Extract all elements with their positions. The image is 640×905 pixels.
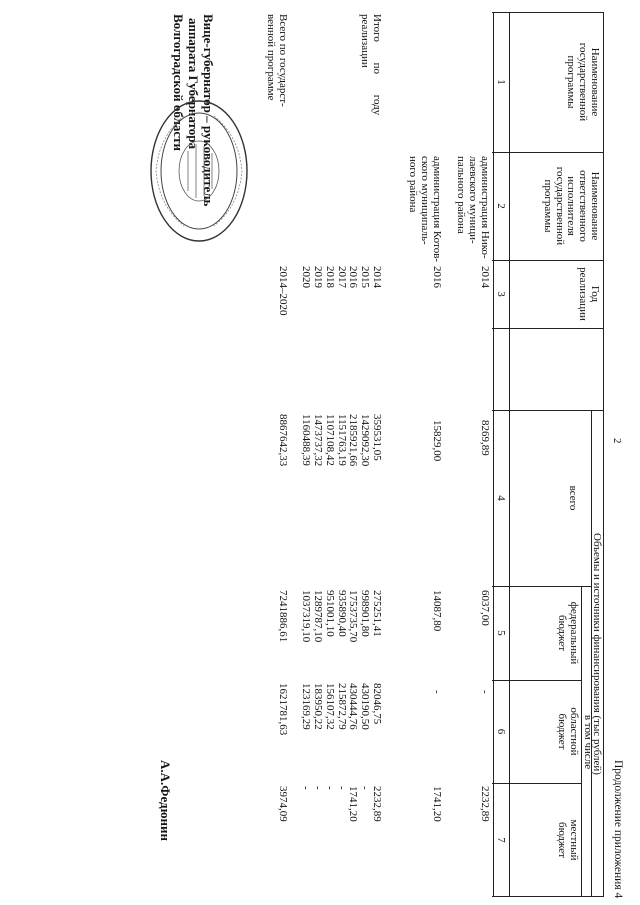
header-executor: Наименование ответственного исполнителя государственной программы <box>541 166 601 246</box>
official-seal-stamp <box>144 96 254 246</box>
row-by-year-federal: 275251,41 998901,80 1753735,70 935890,40 951001,10 1289787,10 1037319,10 <box>300 590 383 643</box>
header-local: местный бюджет <box>556 819 580 861</box>
signature-name: А.А.Федюнин <box>158 760 173 842</box>
row-kotovsky-year: 2016 <box>431 266 443 288</box>
row-by-year-label: Итого по году реализации <box>359 14 383 116</box>
row-by-year-total: 359531,05 1429092,30 2185921,66 1151763,19 1107108,42 1473737,32 1160488,39 <box>300 414 383 467</box>
row-nikolaevsky-year: 2014 <box>479 266 491 288</box>
row-kotovsky-executor: администрация Котов- ского муниципаль- ного района <box>407 156 443 263</box>
column-number: 2 <box>495 203 507 209</box>
row-program-total-years: 2014–2020 <box>277 266 289 316</box>
row-program-total-total: 8867642,33 <box>277 414 289 467</box>
row-program-total-local: 3974,09 <box>277 786 289 822</box>
row-kotovsky-local: 1741,20 <box>431 786 443 822</box>
row-program-total-label: Всего по государст- венной программе <box>265 14 289 107</box>
column-number: 3 <box>495 291 507 297</box>
column-number: 5 <box>495 630 507 636</box>
row-kotovsky-regional: - <box>431 690 443 694</box>
header-including: в том числе <box>582 714 594 770</box>
header-funding-group: Объемы и источники финансирования (тыс рублей) <box>591 533 603 775</box>
header-regional: областной бюджет <box>556 707 580 756</box>
row-by-year-regional: 82046,75 430190,50 430444,76 215872,79 156107,32 183950,22 123169,29 <box>300 683 383 730</box>
continuation-title: Продолжение приложения 4 <box>612 760 624 899</box>
row-program-total-regional: 1621781,63 <box>277 683 289 736</box>
header-federal: федеральный бюджет <box>556 601 580 665</box>
row-nikolaevsky-federal: 6037,00 <box>479 590 491 626</box>
column-number: 7 <box>495 837 507 843</box>
row-nikolaevsky-total: 8269,89 <box>479 420 491 456</box>
header-program-name: Наименование государственной программы <box>565 42 601 122</box>
row-by-year-local: 2232,89 - 1741,20 - - - - <box>300 786 383 822</box>
row-kotovsky-total: 15829,00 <box>431 420 443 462</box>
header-year: Год реализации <box>577 267 601 321</box>
column-number: 6 <box>495 728 507 735</box>
column-number: 4 <box>495 495 507 501</box>
row-nikolaevsky-local: 2232,89 <box>479 786 491 822</box>
row-nikolaevsky-regional: - <box>479 690 491 694</box>
header-total: всего <box>567 485 579 511</box>
page-number: 2 <box>611 438 623 444</box>
row-kotovsky-federal: 14087,80 <box>431 590 443 632</box>
row-by-year-years: 2014 2015 2016 2017 2018 2019 2020 <box>300 266 383 288</box>
column-number: 1 <box>495 79 507 85</box>
signature-position: Вице-губернатор – руководитель аппарата Губернатора Волгоградской области <box>171 14 216 207</box>
row-program-total-federal: 7241886,61 <box>277 590 289 643</box>
row-nikolaevsky-executor: администрация Нико- лаевского муници- пального района <box>455 156 491 259</box>
